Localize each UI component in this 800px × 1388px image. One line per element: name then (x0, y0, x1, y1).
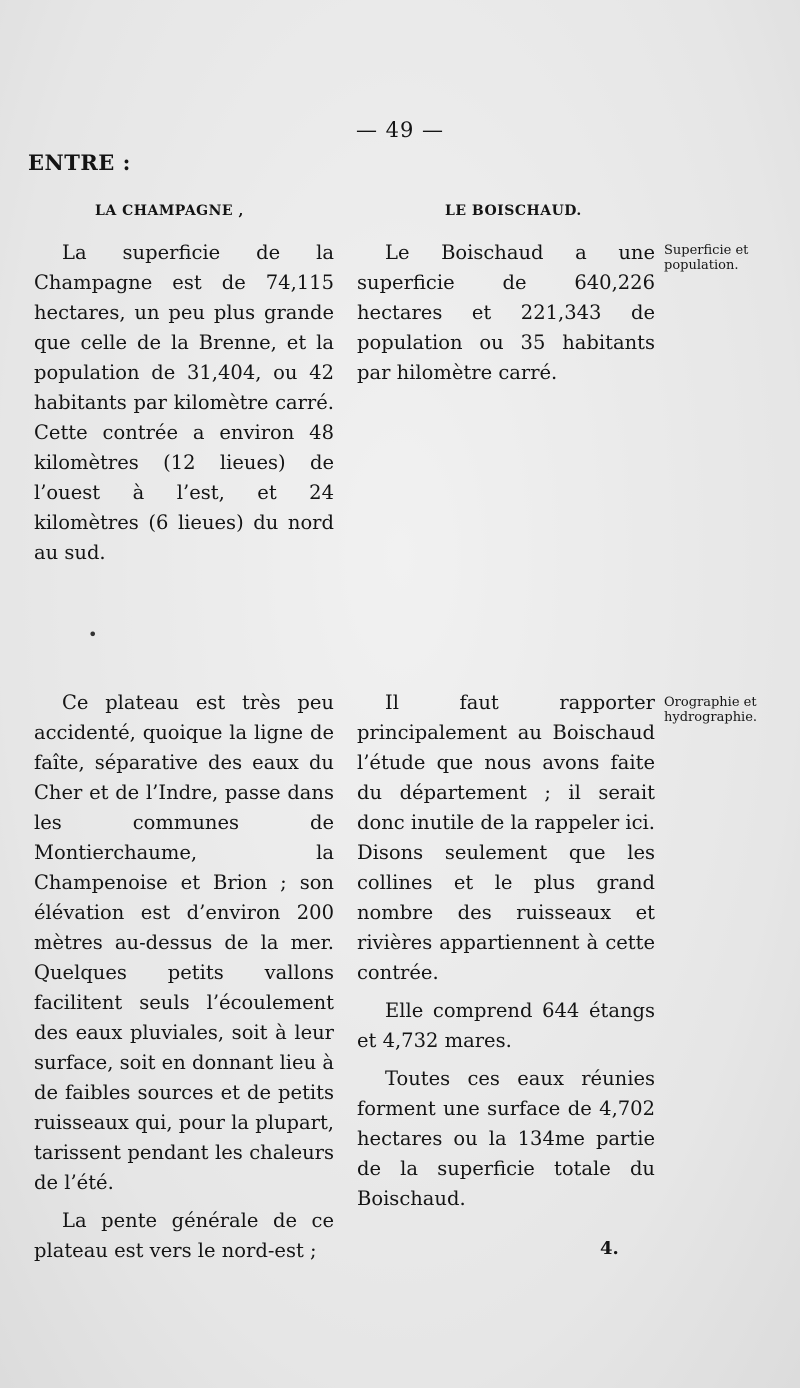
champagne-orographie-text (34, 688, 334, 1266)
page-number: — 49 — (355, 118, 445, 142)
paragraph: Elle comprend 644 étangs et 4,732 mares. (357, 999, 655, 1052)
ink-specks: • (88, 625, 142, 644)
champagne-superficie-text (34, 238, 334, 568)
paragraph: La superficie de la Champagne est de 74,115 hectares, un peu plus grande que celle de la Brenne, et la population de 31,404, ou 42 habitants par kilomètre carré. Cette contrée a environ 48 kilomètres (12 lieues) de l’ouest à l’est, et 24 kilomètres (6 lieues) du nord au sud. (34, 241, 334, 564)
column-header-boischaud: LE BOISCHAUD. (445, 203, 582, 219)
paragraph: Ce plateau est très peu accidenté, quoique la ligne de faîte, séparative des eaux du Cher et de l’Indre, passe dans les communes de Montierchaume, la Champenoise et Brion ; son élévation est d’environ 200 mètres au-dessus de la mer. Quelques petits vallons facilitent seuls l’écoulement des eaux pluviales, soit à leur surface, soit en donnant lieu à de faibles sources et de petits ruisseaux qui, pour la plupart, tarissent pendant les chaleurs de l’été. (34, 691, 334, 1194)
paragraph: Toutes ces eaux réunies forment une surface de 4,702 hectares ou la 134me partie de la superficie totale du Boischaud. (357, 1067, 655, 1210)
section-heading: ENTRE : (28, 150, 131, 175)
paragraph: Il faut rapporter principalement au Boischaud l’étude que nous avons faite du département ; il serait donc inutile de la rappeler ici. Disons seulement que les collines et le plus grand nombre des ruisseaux et rivières appartiennent à cette contrée. (357, 691, 655, 984)
column-header-champagne: LA CHAMPAGNE , (95, 203, 244, 219)
boischaud-orographie-text (357, 688, 655, 1214)
margin-note-superficie: Superficie et population. (664, 243, 749, 273)
boischaud-superficie-text (357, 238, 655, 388)
signature-mark: 4. (600, 1238, 619, 1259)
margin-note-orographie: Orographie et hydrographie. (664, 695, 758, 725)
paragraph: Le Boischaud a une superficie de 640,226 hectares et 221,343 de population ou 35 habitants par hilomètre carré. (357, 241, 655, 384)
paragraph: La pente générale de ce plateau est vers le nord-est ; (34, 1209, 334, 1262)
